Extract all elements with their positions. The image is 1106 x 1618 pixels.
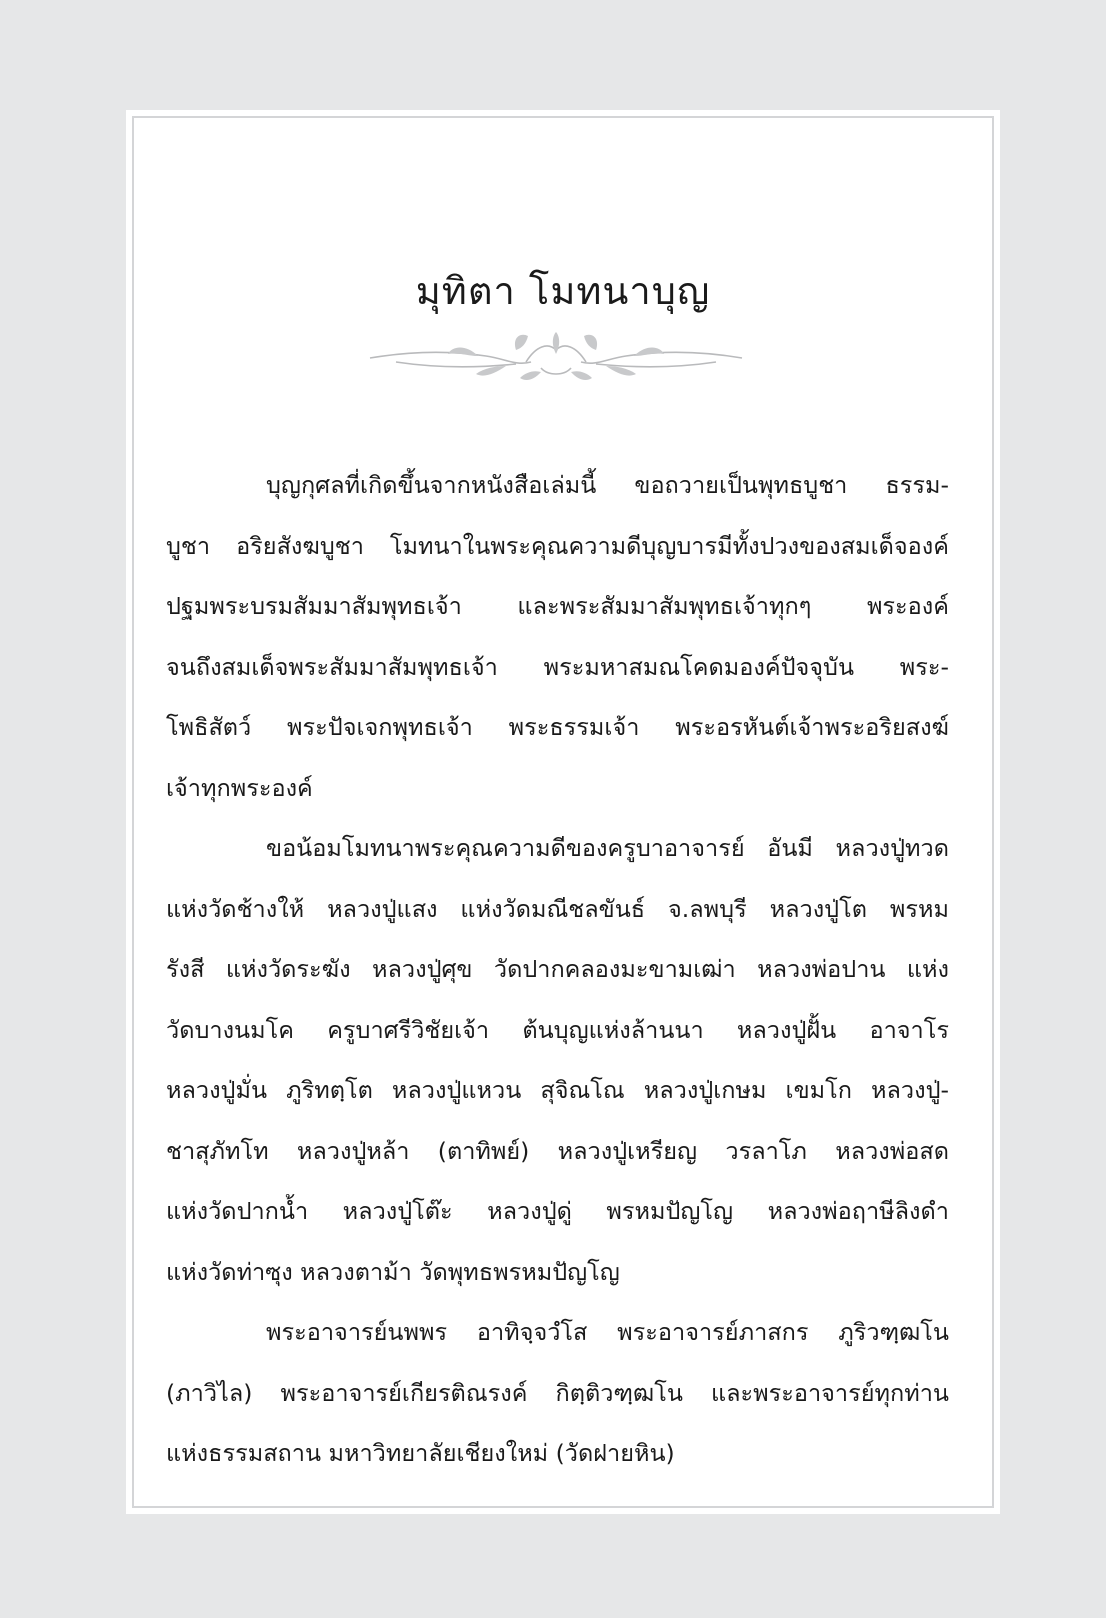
text-line: ปฐมพระบรมสัมมาสัมพุทธเจ้า และพระสัมมาสัมพุทธเจ้าทุกๆ พระองค์	[166, 592, 949, 620]
text-line: ชาสุภัทโท หลวงปู่หล้า (ตาทิพย์) หลวงปู่เหรียญ วรลาโภ หลวงพ่อสด	[166, 1136, 949, 1165]
text-line: (ภาวิไล) พระอาจารย์เกียรติณรงค์ กิตฺติวฑฺฒโน และพระอาจารย์ทุกท่าน	[166, 1378, 949, 1407]
text-line: แห่งวัดท่าซุง หลวงตาม้า วัดพุทธพรหมปัญโญ	[166, 1257, 620, 1286]
text-line: โพธิสัตว์ พระปัจเจกพุทธเจ้า พระธรรมเจ้า พระอรหันต์เจ้าพระอริยสงฆ์	[166, 713, 949, 741]
body-text	[166, 455, 949, 1484]
text-line: บูชา อริยสังฆบูชา โมทนาในพระคุณความดีบุญบารมีทั้งปวงของสมเด็จองค์	[166, 531, 949, 560]
text-line: ขอน้อมโมทนาพระคุณความดีของครูบาอาจารย์ อันมี หลวงปู่ทวด	[266, 834, 949, 862]
text-line: บุญกุศลที่เกิดขึ้นจากหนังสือเล่มนี้ ขอถวายเป็นพุทธบูชา ธรรม-	[266, 471, 949, 499]
text-line: จนถึงสมเด็จพระสัมมาสัมพุทธเจ้า พระมหาสมณโคดมองค์ปัจจุบัน พระ-	[166, 652, 949, 681]
text-line: เจ้าทุกพระองค์	[166, 773, 313, 802]
page-frame	[126, 110, 1000, 1514]
text-line: รังสี แห่งวัดระฆัง หลวงปู่ศุข วัดปากคลองมะขามเฒ่า หลวงพ่อปาน แห่ง	[166, 955, 949, 983]
text-line: แห่งธรรมสถาน มหาวิทยาลัยเชียงใหม่ (วัดฝายหิน)	[166, 1439, 675, 1467]
text-line: พระอาจารย์นพพร อาทิจฺจวํโส พระอาจารย์ภาสกร ภูริวฑฺฒโน	[266, 1318, 949, 1346]
text-line: หลวงปู่มั่น ภูริทตฺโต หลวงปู่แหวน สุจิณโณ หลวงปู่เกษม เขมโก หลวงปู่-	[166, 1076, 949, 1104]
text-line: วัดบางนมโค ครูบาศรีวิชัยเจ้า ต้นบุญแห่งล้านนา หลวงปู่ฝั้น อาจาโร	[166, 1015, 949, 1044]
text-line: แห่งวัดช้างให้ หลวงปู่แสง แห่งวัดมณีชลขันธ์ จ.ลพบุรี หลวงปู่โต พรหม	[166, 894, 949, 923]
page-title: มุทิตา โมทนาบุญ	[415, 269, 711, 313]
floral-divider-icon	[366, 328, 746, 388]
text-line: แห่งวัดปากน้ำ หลวงปู่โต๊ะ หลวงปู่ดู่ พรหมปัญโญ หลวงพ่อฤาษีลิงดำ	[166, 1197, 949, 1225]
